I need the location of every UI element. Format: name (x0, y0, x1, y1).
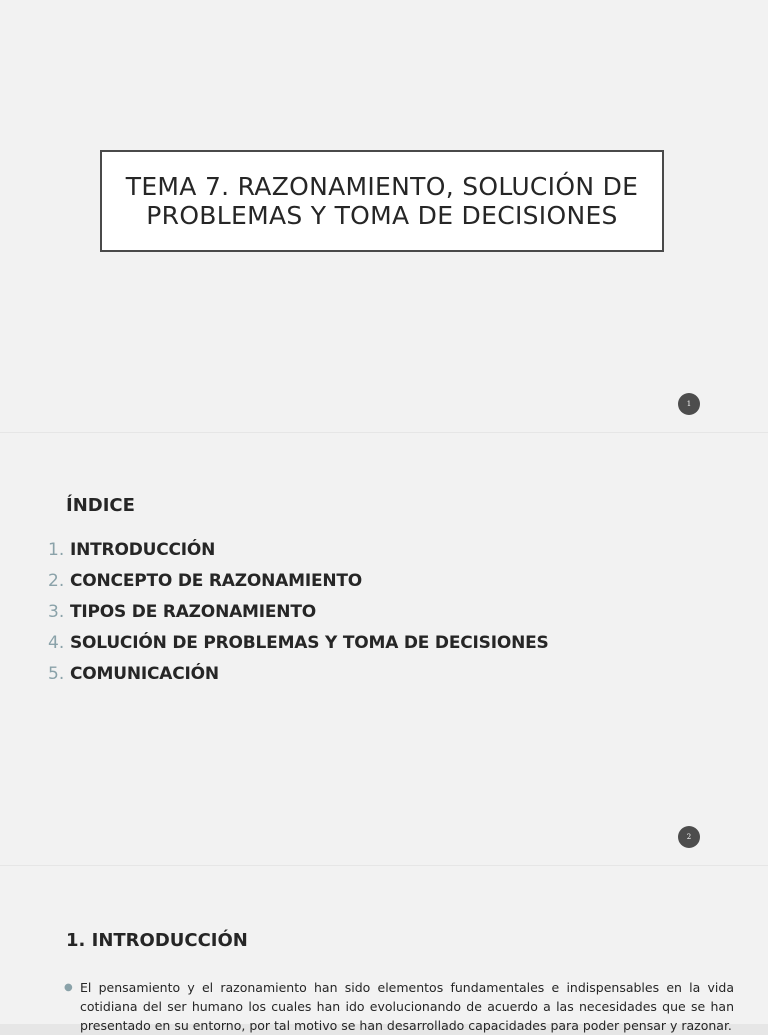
index-item-label: SOLUCIÓN DE PROBLEMAS Y TOMA DE DECISIONES (70, 632, 549, 653)
slide-1 (0, 0, 768, 432)
slide-2 (0, 433, 768, 865)
index-item-label: COMUNICACIÓN (70, 663, 219, 684)
index-item-label: INTRODUCCIÓN (70, 539, 216, 560)
section-heading: 1. INTRODUCCIÓN (66, 930, 248, 951)
title-box (100, 150, 664, 252)
index-item-number: 2. (48, 570, 65, 591)
index-item-label: CONCEPTO DE RAZONAMIENTO (70, 570, 363, 591)
index-item-number: 3. (48, 601, 65, 622)
bullet-paragraph (64, 978, 734, 1035)
index-item-number: 1. (48, 539, 65, 560)
index-item (48, 627, 549, 658)
page-number-badge: 1 (678, 393, 700, 415)
index-heading: ÍNDICE (66, 495, 135, 516)
index-item (48, 565, 549, 596)
bullet-dot-icon: ● (64, 982, 73, 993)
slide-3 (0, 866, 768, 1033)
index-list (48, 534, 549, 689)
index-item-number: 5. (48, 663, 65, 684)
bullet-text: El pensamiento y el razonamiento han sido elementos fundamentales e indispensables en la vida cotidiana del ser humano los cuales han ido evolucionando de acuerdo a las necesidades que se han presentado en su entorno, por tal motivo se han desarrollado capacidades para poder pensar y razonar. (80, 980, 734, 1033)
slide-title: TEMA 7. RAZONAMIENTO, SOLUCIÓN DE PROBLEMAS Y TOMA DE DECISIONES (125, 172, 639, 230)
index-item (48, 596, 549, 627)
index-item (48, 534, 549, 565)
index-item (48, 658, 549, 689)
page-number-badge: 2 (678, 826, 700, 848)
index-item-number: 4. (48, 632, 65, 653)
index-item-label: TIPOS DE RAZONAMIENTO (70, 601, 316, 622)
